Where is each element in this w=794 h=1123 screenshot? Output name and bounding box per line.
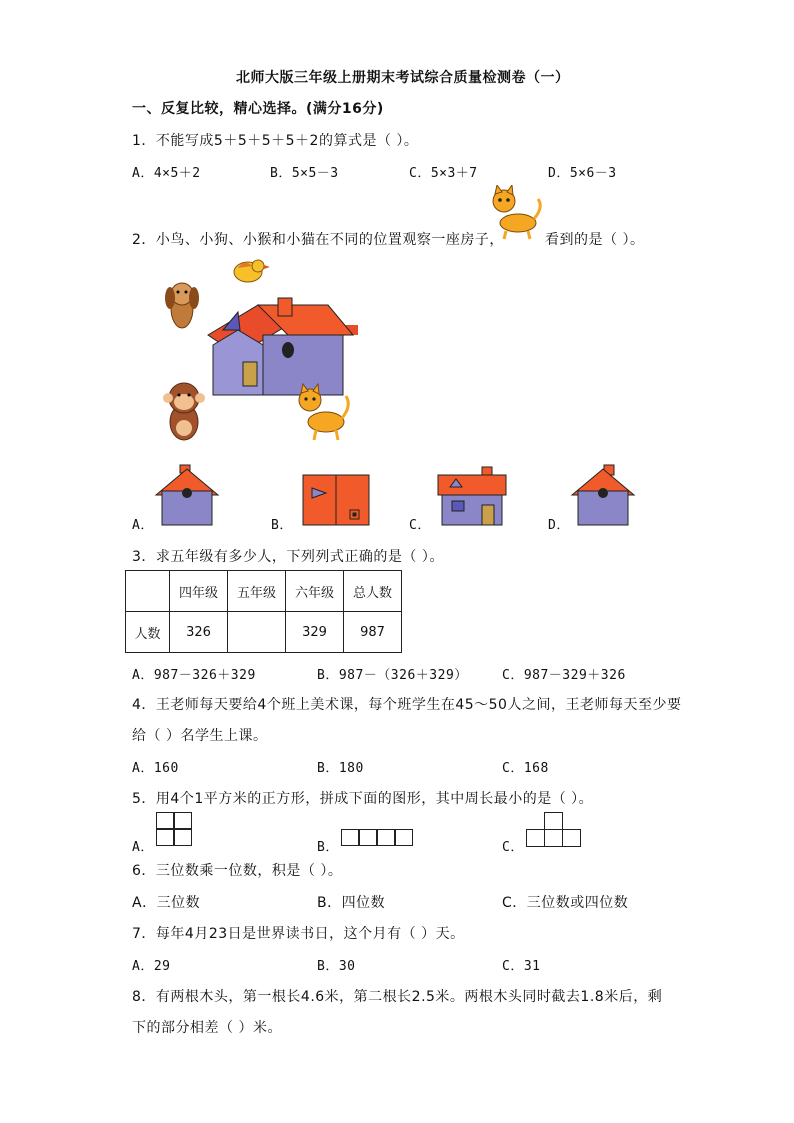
house-side-view-c[interactable] [436, 465, 508, 527]
q4-option-b[interactable]: B．180 [317, 761, 364, 776]
question-4-stem-line2: 给（ ）名学生上课。 [132, 728, 268, 744]
table-cell: 四年级 [170, 571, 228, 612]
question-1-stem: 1．不能写成5＋5＋5＋5＋2的算式是（ ）。 [132, 133, 419, 149]
table-cell: 总人数 [344, 571, 402, 612]
square-1x4-shape[interactable] [341, 829, 413, 846]
house-back-view-d[interactable] [570, 463, 636, 527]
q2-option-a[interactable]: A． [132, 518, 154, 533]
question-2-stem-end: 看到的是（ ）。 [545, 232, 645, 248]
table-cell: 六年级 [286, 571, 344, 612]
table-cell: 326 [170, 612, 228, 653]
table-header-row [126, 571, 402, 612]
q7-option-c[interactable]: C．31 [502, 959, 541, 974]
question-8-stem-line1: 8．有两根木头，第一根长4.6米，第二根长2.5米。两根木头同时截去1.8米后，剩 [132, 989, 663, 1005]
q1-option-b[interactable]: B．5×5－3 [270, 166, 339, 181]
q1-option-d[interactable]: D．5×6－3 [548, 166, 617, 181]
question-5-stem: 5．用4个1平方米的正方形，拼成下面的图形，其中周长最小的是（ ）。 [132, 791, 594, 807]
house-front-view-a[interactable] [154, 463, 220, 527]
house-top-view-b[interactable] [302, 474, 370, 526]
q6-option-c[interactable]: C．三位数或四位数 [502, 895, 629, 911]
table-cell: 人数 [126, 612, 170, 653]
monkey-icon [163, 383, 205, 440]
q2-option-c[interactable]: C． [409, 518, 431, 533]
q4-option-c[interactable]: C．168 [502, 761, 549, 776]
q2-option-d[interactable]: D． [548, 518, 570, 533]
q1-option-c[interactable]: C．5×3＋7 [409, 166, 478, 181]
bird-icon [234, 260, 270, 282]
q6-option-a[interactable]: A．三位数 [132, 895, 201, 911]
q5-option-c[interactable]: C． [502, 840, 524, 855]
table-row [126, 612, 402, 653]
q3-option-c[interactable]: C．987－329＋326 [502, 668, 626, 683]
house-3d [208, 298, 358, 395]
q6-option-b[interactable]: B．四位数 [317, 895, 386, 911]
table-cell [126, 571, 170, 612]
q5-option-b[interactable]: B． [317, 840, 339, 855]
question-8-stem-line2: 下的部分相差（ ）米。 [132, 1020, 282, 1036]
grade-count-table [125, 570, 402, 653]
q5-option-a[interactable]: A． [132, 840, 154, 855]
table-cell: 987 [344, 612, 402, 653]
section-heading: 一、反复比较，精心选择。(满分16分) [132, 101, 384, 117]
q7-option-b[interactable]: B．30 [317, 959, 356, 974]
q7-option-a[interactable]: A．29 [132, 959, 171, 974]
question-4-stem-line1: 4．王老师每天要给4个班上美术课，每个班学生在45～50人之间，王老师每天至少要 [132, 697, 682, 713]
cat-icon [488, 185, 544, 241]
table-cell [228, 612, 286, 653]
t-shape[interactable] [526, 812, 582, 848]
square-2x2-shape[interactable] [156, 812, 192, 846]
q3-option-b[interactable]: B．987－（326＋329） [317, 668, 468, 683]
dog-icon [165, 283, 199, 328]
question-2-stem: 2．小鸟、小狗、小猴和小猫在不同的位置观察一座房子， [132, 232, 504, 248]
question-7-stem: 7．每年4月23日是世界读书日，这个月有（ ）天。 [132, 926, 465, 942]
table-cell: 329 [286, 612, 344, 653]
q3-option-a[interactable]: A．987－326＋329 [132, 668, 256, 683]
page-title: 北师大版三年级上册期末考试综合质量检测卷（一） [236, 70, 570, 86]
question-6-stem: 6．三位数乘一位数，积是（ ）。 [132, 863, 343, 879]
q1-option-a[interactable]: A．4×5＋2 [132, 166, 201, 181]
q2-option-b[interactable]: B． [271, 518, 293, 533]
table-cell: 五年级 [228, 571, 286, 612]
question-3-stem: 3．求五年级有多少人，下列列式正确的是（ ）。 [132, 549, 444, 565]
q4-option-a[interactable]: A．160 [132, 761, 179, 776]
house-scene-illustration [158, 250, 358, 450]
